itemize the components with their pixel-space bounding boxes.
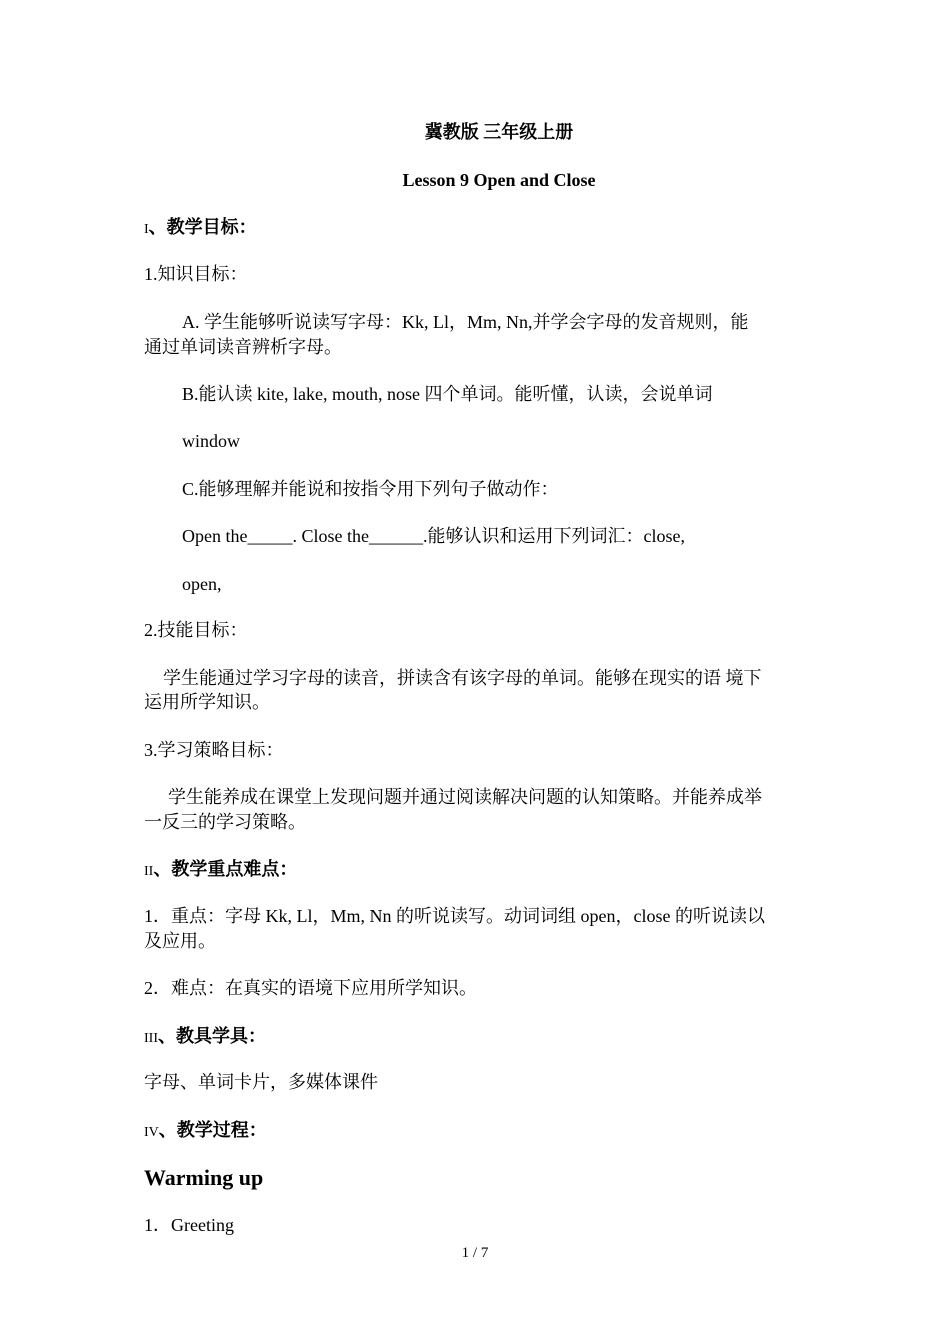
section-heading-text: 、教学过程： (158, 1120, 267, 1140)
knowledge-goal-c-line2: Open the_____. Close the______.能够认识和运用下列词汇：close, (182, 526, 685, 546)
warming-up-heading: Warming up (144, 1165, 264, 1190)
knowledge-goal-a-line1: A. 学生能够听说读写字母：Kk, Ll，Mm, Nn,并学会字母的发音规则，能 (182, 312, 749, 332)
skill-goal-line1: 学生能通过学习字母的读音，拼读含有该字母的单词。能够在现实的语 境下 (163, 668, 762, 688)
knowledge-goal-c-line1: C.能够理解并能说和按指令用下列句子做动作： (182, 479, 559, 499)
section-roman-numeral: II (144, 864, 154, 879)
doc-title: 冀教版 三年级上册 (424, 122, 574, 142)
section-heading-3 (144, 1024, 266, 1051)
section-heading-text: 、教学目标： (148, 217, 257, 237)
strategy-goal-line1: 学生能养成在课堂上发现问题并通过阅读解决问题的认知策略。并能养成举 (168, 787, 762, 807)
section-roman-numeral: III (144, 1031, 158, 1046)
greeting-step: 1．Greeting (144, 1215, 234, 1235)
section-heading-text: 、教学重点难点： (153, 859, 298, 879)
section-heading-4 (144, 1118, 267, 1145)
knowledge-goal-b-line2: window (182, 431, 240, 451)
section-heading-1 (144, 215, 257, 242)
key-point-line2: 及应用。 (144, 931, 216, 951)
knowledge-goal-c-line3: open, (182, 574, 222, 594)
knowledge-goal-a-line2: 通过单词读音辨析字母。 (144, 337, 342, 357)
knowledge-goal-heading: 1.知识目标： (144, 264, 248, 284)
section-roman-numeral: IV (144, 1125, 159, 1140)
knowledge-goal-b-line1: B.能认读 kite, lake, mouth, nose 四个单词。能听懂，认读，会说单词 (182, 384, 713, 404)
section-heading-2 (144, 857, 297, 884)
strategy-goal-line2: 一反三的学习策略。 (144, 812, 306, 832)
teaching-tools-line: 字母、单词卡片，多媒体课件 (144, 1072, 378, 1092)
doc-subtitle: Lesson 9 Open and Close (402, 170, 596, 190)
difficult-point-line: 2．难点：在真实的语境下应用所学知识。 (144, 978, 477, 998)
skill-goal-line2: 运用所学知识。 (144, 692, 270, 712)
section-roman-numeral: I (144, 222, 149, 237)
key-point-line1: 1．重点：字母 Kk, Ll，Mm, Nn 的听说读写。动词词组 open，close 的听说读以 (144, 906, 765, 926)
page-number: 1 / 7 (461, 1245, 489, 1261)
section-heading-text: 、教具学具： (158, 1026, 266, 1046)
strategy-goal-heading: 3.学习策略目标： (144, 740, 284, 760)
skill-goal-heading: 2.技能目标： (144, 620, 248, 640)
